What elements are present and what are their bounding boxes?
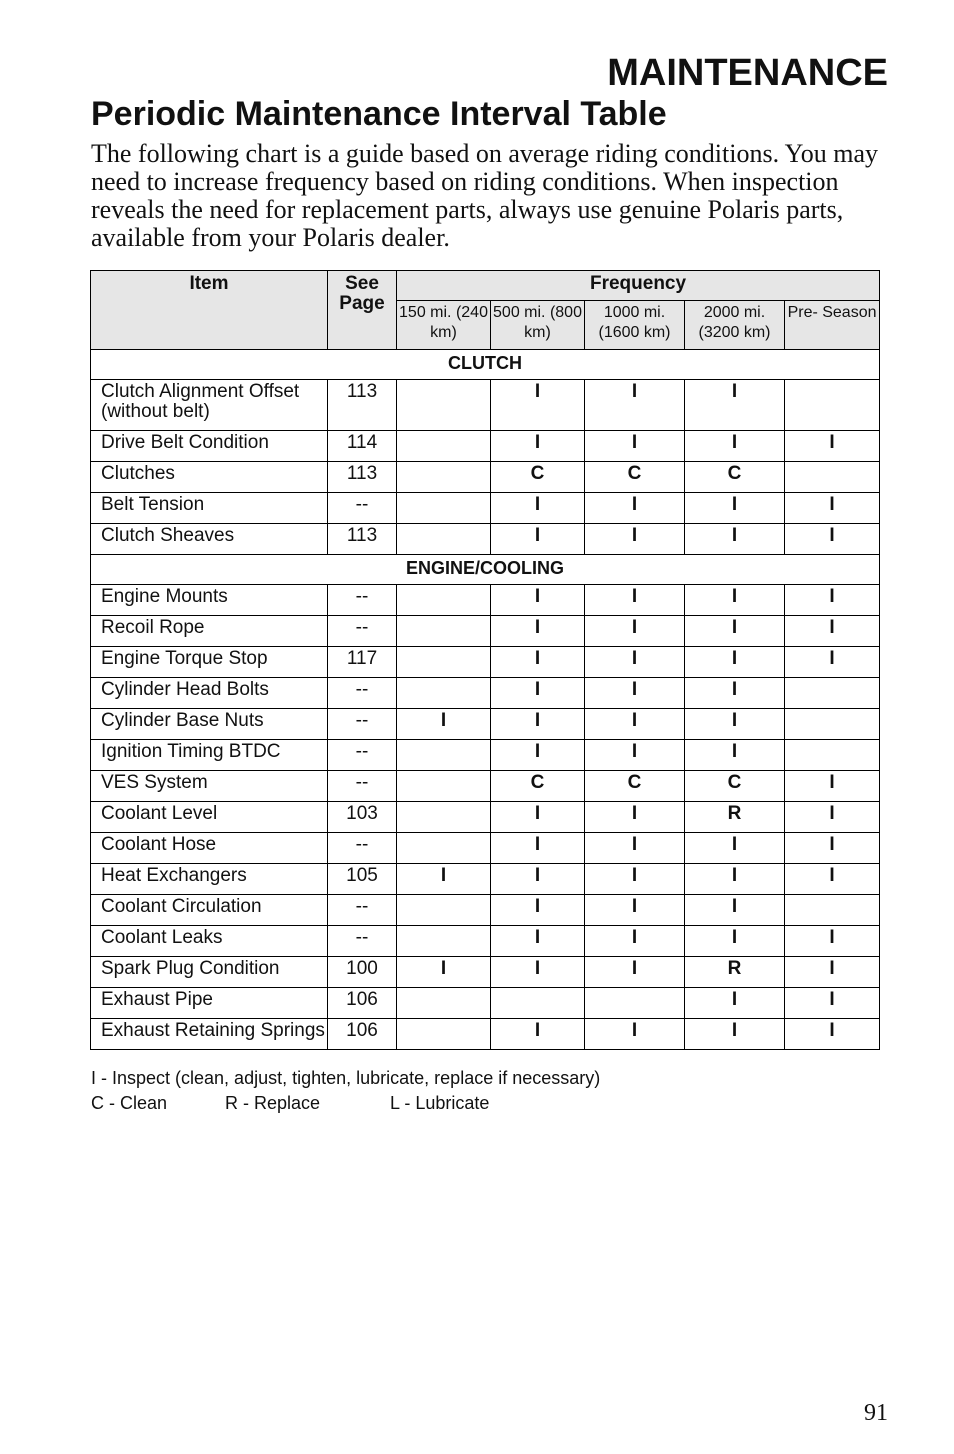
header-interval: 1000 mi. (1600 km) (585, 301, 685, 350)
item-name: Recoil Rope (91, 616, 328, 647)
see-page: 113 (328, 462, 397, 493)
table-row (91, 585, 880, 616)
table-row (91, 616, 880, 647)
table-row (91, 678, 880, 709)
table-row (91, 524, 880, 555)
table-row (91, 864, 880, 895)
interval-mark: I (491, 616, 585, 647)
interval-mark: I (785, 524, 880, 555)
table-row (91, 926, 880, 957)
legend-line-2 (91, 1091, 600, 1116)
item-name: Coolant Leaks (91, 926, 328, 957)
interval-mark (785, 709, 880, 740)
interval-mark (397, 988, 491, 1019)
see-page: -- (328, 771, 397, 802)
interval-mark: C (585, 771, 685, 802)
interval-mark: I (685, 585, 785, 616)
interval-mark: I (785, 431, 880, 462)
item-name: Coolant Hose (91, 833, 328, 864)
interval-mark: C (491, 462, 585, 493)
interval-mark: I (685, 493, 785, 524)
table-row (91, 493, 880, 524)
legend-clean: C - Clean (91, 1093, 168, 1113)
item-name: Coolant Circulation (91, 895, 328, 926)
see-page: -- (328, 493, 397, 524)
interval-mark: I (491, 709, 585, 740)
interval-mark (397, 616, 491, 647)
interval-mark (397, 585, 491, 616)
interval-mark: I (491, 585, 585, 616)
interval-mark (397, 493, 491, 524)
header-interval: 500 mi. (800 km) (491, 301, 585, 350)
interval-mark (397, 895, 491, 926)
item-name: Cylinder Base Nuts (91, 709, 328, 740)
interval-mark: I (785, 802, 880, 833)
see-page: -- (328, 585, 397, 616)
interval-mark: I (397, 957, 491, 988)
see-page: 117 (328, 647, 397, 678)
section-heading: CLUTCH (91, 350, 880, 380)
item-name: Exhaust Retaining Springs (91, 1019, 328, 1050)
see-page: 114 (328, 431, 397, 462)
interval-mark: I (585, 709, 685, 740)
interval-mark: I (491, 524, 585, 555)
interval-mark: I (491, 833, 585, 864)
interval-mark: I (585, 926, 685, 957)
interval-mark: I (491, 802, 585, 833)
interval-mark: I (785, 1019, 880, 1050)
table-row (91, 709, 880, 740)
table-row (91, 462, 880, 493)
interval-mark: I (785, 771, 880, 802)
interval-mark (397, 1019, 491, 1050)
interval-mark: I (685, 616, 785, 647)
interval-mark: I (585, 678, 685, 709)
table-row (91, 833, 880, 864)
interval-mark: I (785, 957, 880, 988)
interval-mark: R (685, 802, 785, 833)
maintenance-table (90, 270, 880, 1050)
interval-mark (397, 926, 491, 957)
header-see-page: See Page (328, 271, 397, 350)
interval-mark: I (785, 647, 880, 678)
interval-mark: I (685, 678, 785, 709)
table-row (91, 740, 880, 771)
interval-mark: I (585, 864, 685, 895)
interval-mark: I (685, 740, 785, 771)
interval-mark: I (491, 431, 585, 462)
interval-mark (491, 988, 585, 1019)
interval-mark (397, 802, 491, 833)
interval-mark: I (685, 988, 785, 1019)
interval-mark: I (491, 895, 585, 926)
interval-mark: I (491, 493, 585, 524)
interval-mark: R (685, 957, 785, 988)
interval-mark (397, 524, 491, 555)
see-page: -- (328, 616, 397, 647)
interval-mark (585, 988, 685, 1019)
interval-mark (397, 771, 491, 802)
legend-inspect: I - Inspect (clean, adjust, tighten, lubricate, replace if necessary) (91, 1068, 601, 1088)
table-row (91, 802, 880, 833)
interval-mark: I (585, 895, 685, 926)
see-page: 105 (328, 864, 397, 895)
interval-mark (785, 740, 880, 771)
item-name: Engine Mounts (91, 585, 328, 616)
interval-mark: I (585, 380, 685, 431)
table-row (91, 647, 880, 678)
interval-mark: I (685, 431, 785, 462)
table-row (91, 380, 880, 431)
legend (91, 1066, 600, 1116)
interval-mark (397, 833, 491, 864)
interval-mark: I (785, 988, 880, 1019)
see-page: -- (328, 740, 397, 771)
item-name: Cylinder Head Bolts (91, 678, 328, 709)
see-page: -- (328, 709, 397, 740)
interval-mark: I (585, 802, 685, 833)
interval-mark (785, 678, 880, 709)
interval-mark: I (585, 524, 685, 555)
interval-mark: I (585, 616, 685, 647)
page-number: 91 (864, 1400, 888, 1426)
item-name: Heat Exchangers (91, 864, 328, 895)
see-page: 106 (328, 988, 397, 1019)
see-page: 106 (328, 1019, 397, 1050)
item-name: Exhaust Pipe (91, 988, 328, 1019)
header-frequency: Frequency (397, 271, 880, 301)
interval-mark: I (685, 647, 785, 678)
section-heading: ENGINE/COOLING (91, 555, 880, 585)
see-page: 103 (328, 802, 397, 833)
header-interval: Pre- Season (785, 301, 880, 350)
interval-mark: I (585, 585, 685, 616)
interval-mark: I (585, 647, 685, 678)
table-row (91, 771, 880, 802)
section-title: Periodic Maintenance Interval Table (91, 95, 667, 133)
interval-mark: I (585, 740, 685, 771)
chapter-title: MAINTENANCE (607, 52, 888, 94)
interval-mark: I (685, 895, 785, 926)
see-page: -- (328, 833, 397, 864)
item-name: Belt Tension (91, 493, 328, 524)
table-row (91, 895, 880, 926)
interval-mark: C (685, 462, 785, 493)
interval-mark: I (685, 864, 785, 895)
table-row (91, 957, 880, 988)
interval-mark (397, 431, 491, 462)
see-page: -- (328, 895, 397, 926)
interval-mark: I (685, 1019, 785, 1050)
interval-mark: I (491, 1019, 585, 1050)
interval-mark: I (685, 833, 785, 864)
interval-mark: C (491, 771, 585, 802)
interval-mark: I (685, 926, 785, 957)
section-row (91, 350, 880, 380)
interval-mark: C (685, 771, 785, 802)
see-page: 113 (328, 524, 397, 555)
interval-mark: I (491, 957, 585, 988)
see-page: -- (328, 678, 397, 709)
interval-mark: I (685, 709, 785, 740)
item-name: Spark Plug Condition (91, 957, 328, 988)
item-name: Clutches (91, 462, 328, 493)
intro-paragraph: The following chart is a guide based on average riding conditions. You may need to increase frequency based on riding conditions. When inspection reveals the need for replacement parts, always use genuine Polaris parts, available from your Polaris dealer. (91, 139, 879, 252)
interval-mark: I (785, 926, 880, 957)
interval-mark (397, 380, 491, 431)
item-name: Coolant Level (91, 802, 328, 833)
interval-mark: I (491, 740, 585, 771)
interval-mark (785, 895, 880, 926)
header-interval: 150 mi. (240 km) (397, 301, 491, 350)
interval-mark: C (585, 462, 685, 493)
legend-replace: R - Replace (225, 1093, 321, 1113)
table-row (91, 988, 880, 1019)
item-name: Clutch Alignment Offset (without belt) (91, 380, 328, 431)
item-name: Ignition Timing BTDC (91, 740, 328, 771)
header-item: Item (91, 271, 328, 350)
item-name: Clutch Sheaves (91, 524, 328, 555)
table-row (91, 1019, 880, 1050)
interval-mark: I (785, 585, 880, 616)
interval-mark: I (491, 926, 585, 957)
legend-lubricate: L - Lubricate (390, 1093, 490, 1113)
interval-mark: I (491, 647, 585, 678)
interval-mark (785, 462, 880, 493)
interval-mark (397, 740, 491, 771)
interval-mark: I (397, 864, 491, 895)
see-page: -- (328, 926, 397, 957)
interval-mark: I (491, 864, 585, 895)
header-interval: 2000 mi. (3200 km) (685, 301, 785, 350)
interval-mark: I (785, 493, 880, 524)
interval-mark: I (685, 380, 785, 431)
interval-mark: I (585, 833, 685, 864)
interval-mark (397, 678, 491, 709)
see-page: 100 (328, 957, 397, 988)
item-name: VES System (91, 771, 328, 802)
interval-mark: I (585, 1019, 685, 1050)
item-name: Drive Belt Condition (91, 431, 328, 462)
interval-mark (785, 380, 880, 431)
interval-mark: I (585, 957, 685, 988)
interval-mark: I (785, 616, 880, 647)
interval-mark: I (397, 709, 491, 740)
interval-mark: I (491, 678, 585, 709)
interval-mark: I (785, 833, 880, 864)
interval-mark: I (491, 380, 585, 431)
item-name: Engine Torque Stop (91, 647, 328, 678)
interval-mark: I (585, 493, 685, 524)
interval-mark (397, 462, 491, 493)
table-row (91, 431, 880, 462)
section-row (91, 555, 880, 585)
see-page: 113 (328, 380, 397, 431)
interval-mark: I (785, 864, 880, 895)
interval-mark: I (685, 524, 785, 555)
interval-mark (397, 647, 491, 678)
interval-mark: I (585, 431, 685, 462)
